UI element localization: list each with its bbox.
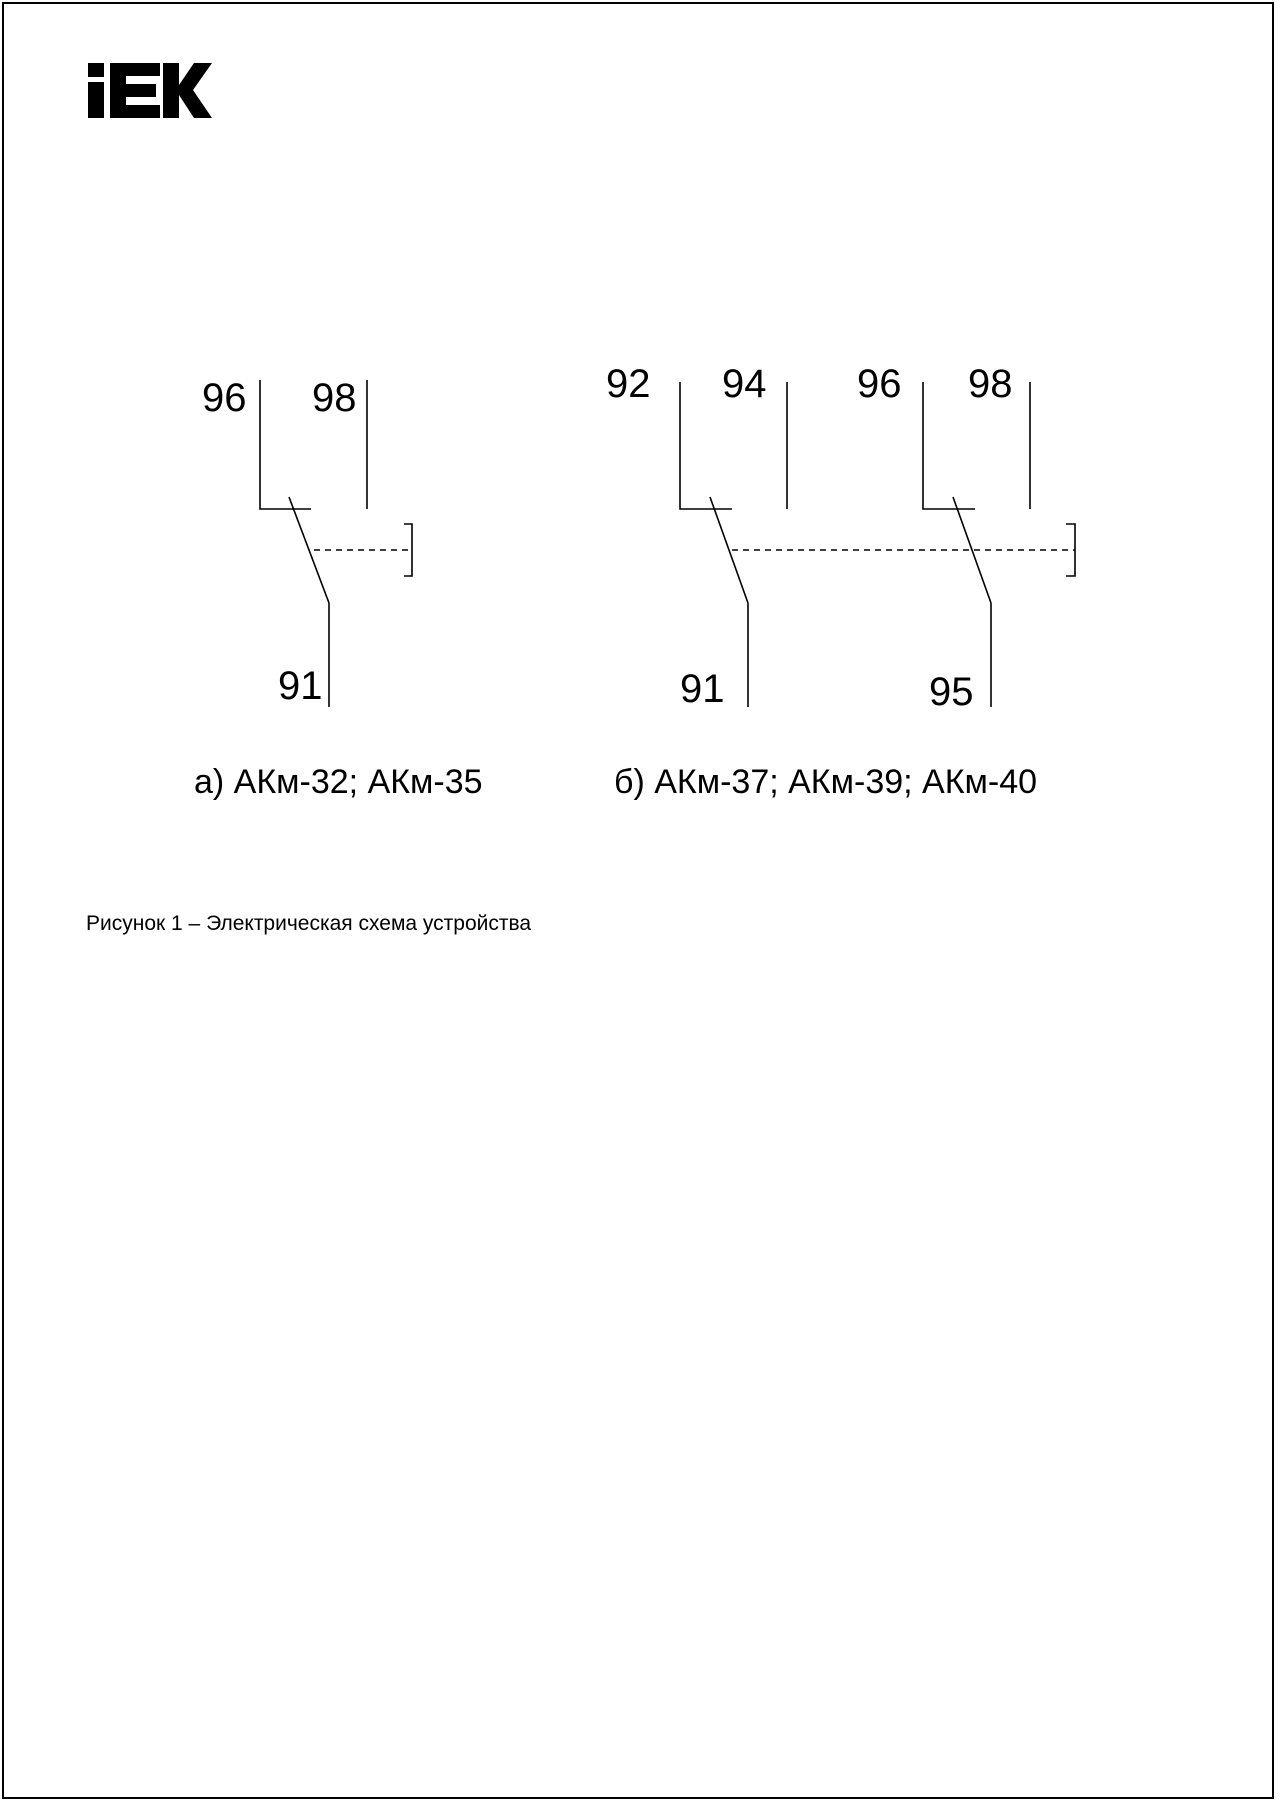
moving-contact-blade — [289, 497, 329, 603]
terminal-91-label: 91 — [680, 667, 725, 711]
logo-i-dot — [88, 63, 104, 77]
terminal-96-label: 96 — [202, 376, 247, 420]
logo-e-letter — [110, 63, 160, 118]
figure-caption: Рисунок 1 – Электрическая схема устройства — [86, 912, 532, 935]
logo-i-stem — [88, 82, 104, 118]
terminal-94-label: 94 — [722, 362, 767, 406]
logo-k-letter — [163, 63, 212, 118]
terminal-98-label: 98 — [968, 362, 1013, 406]
iek-logo — [0, 0, 212, 118]
diagram-b — [606, 362, 1075, 801]
terminal-96-label: 96 — [857, 362, 902, 406]
moving-contact-blade-1 — [710, 497, 748, 603]
caption-b: б) АКм-37; АКм-39; АКм-40 — [614, 763, 1038, 801]
terminal-92-label: 92 — [606, 362, 651, 406]
terminal-91-label: 91 — [278, 664, 323, 708]
terminal-95-label: 95 — [929, 670, 974, 714]
caption-a: а) АКм-32; АКм-35 — [194, 763, 483, 801]
diagram-a — [194, 376, 483, 801]
nc-contact-96 — [260, 380, 311, 509]
terminal-98-label: 98 — [312, 376, 357, 420]
